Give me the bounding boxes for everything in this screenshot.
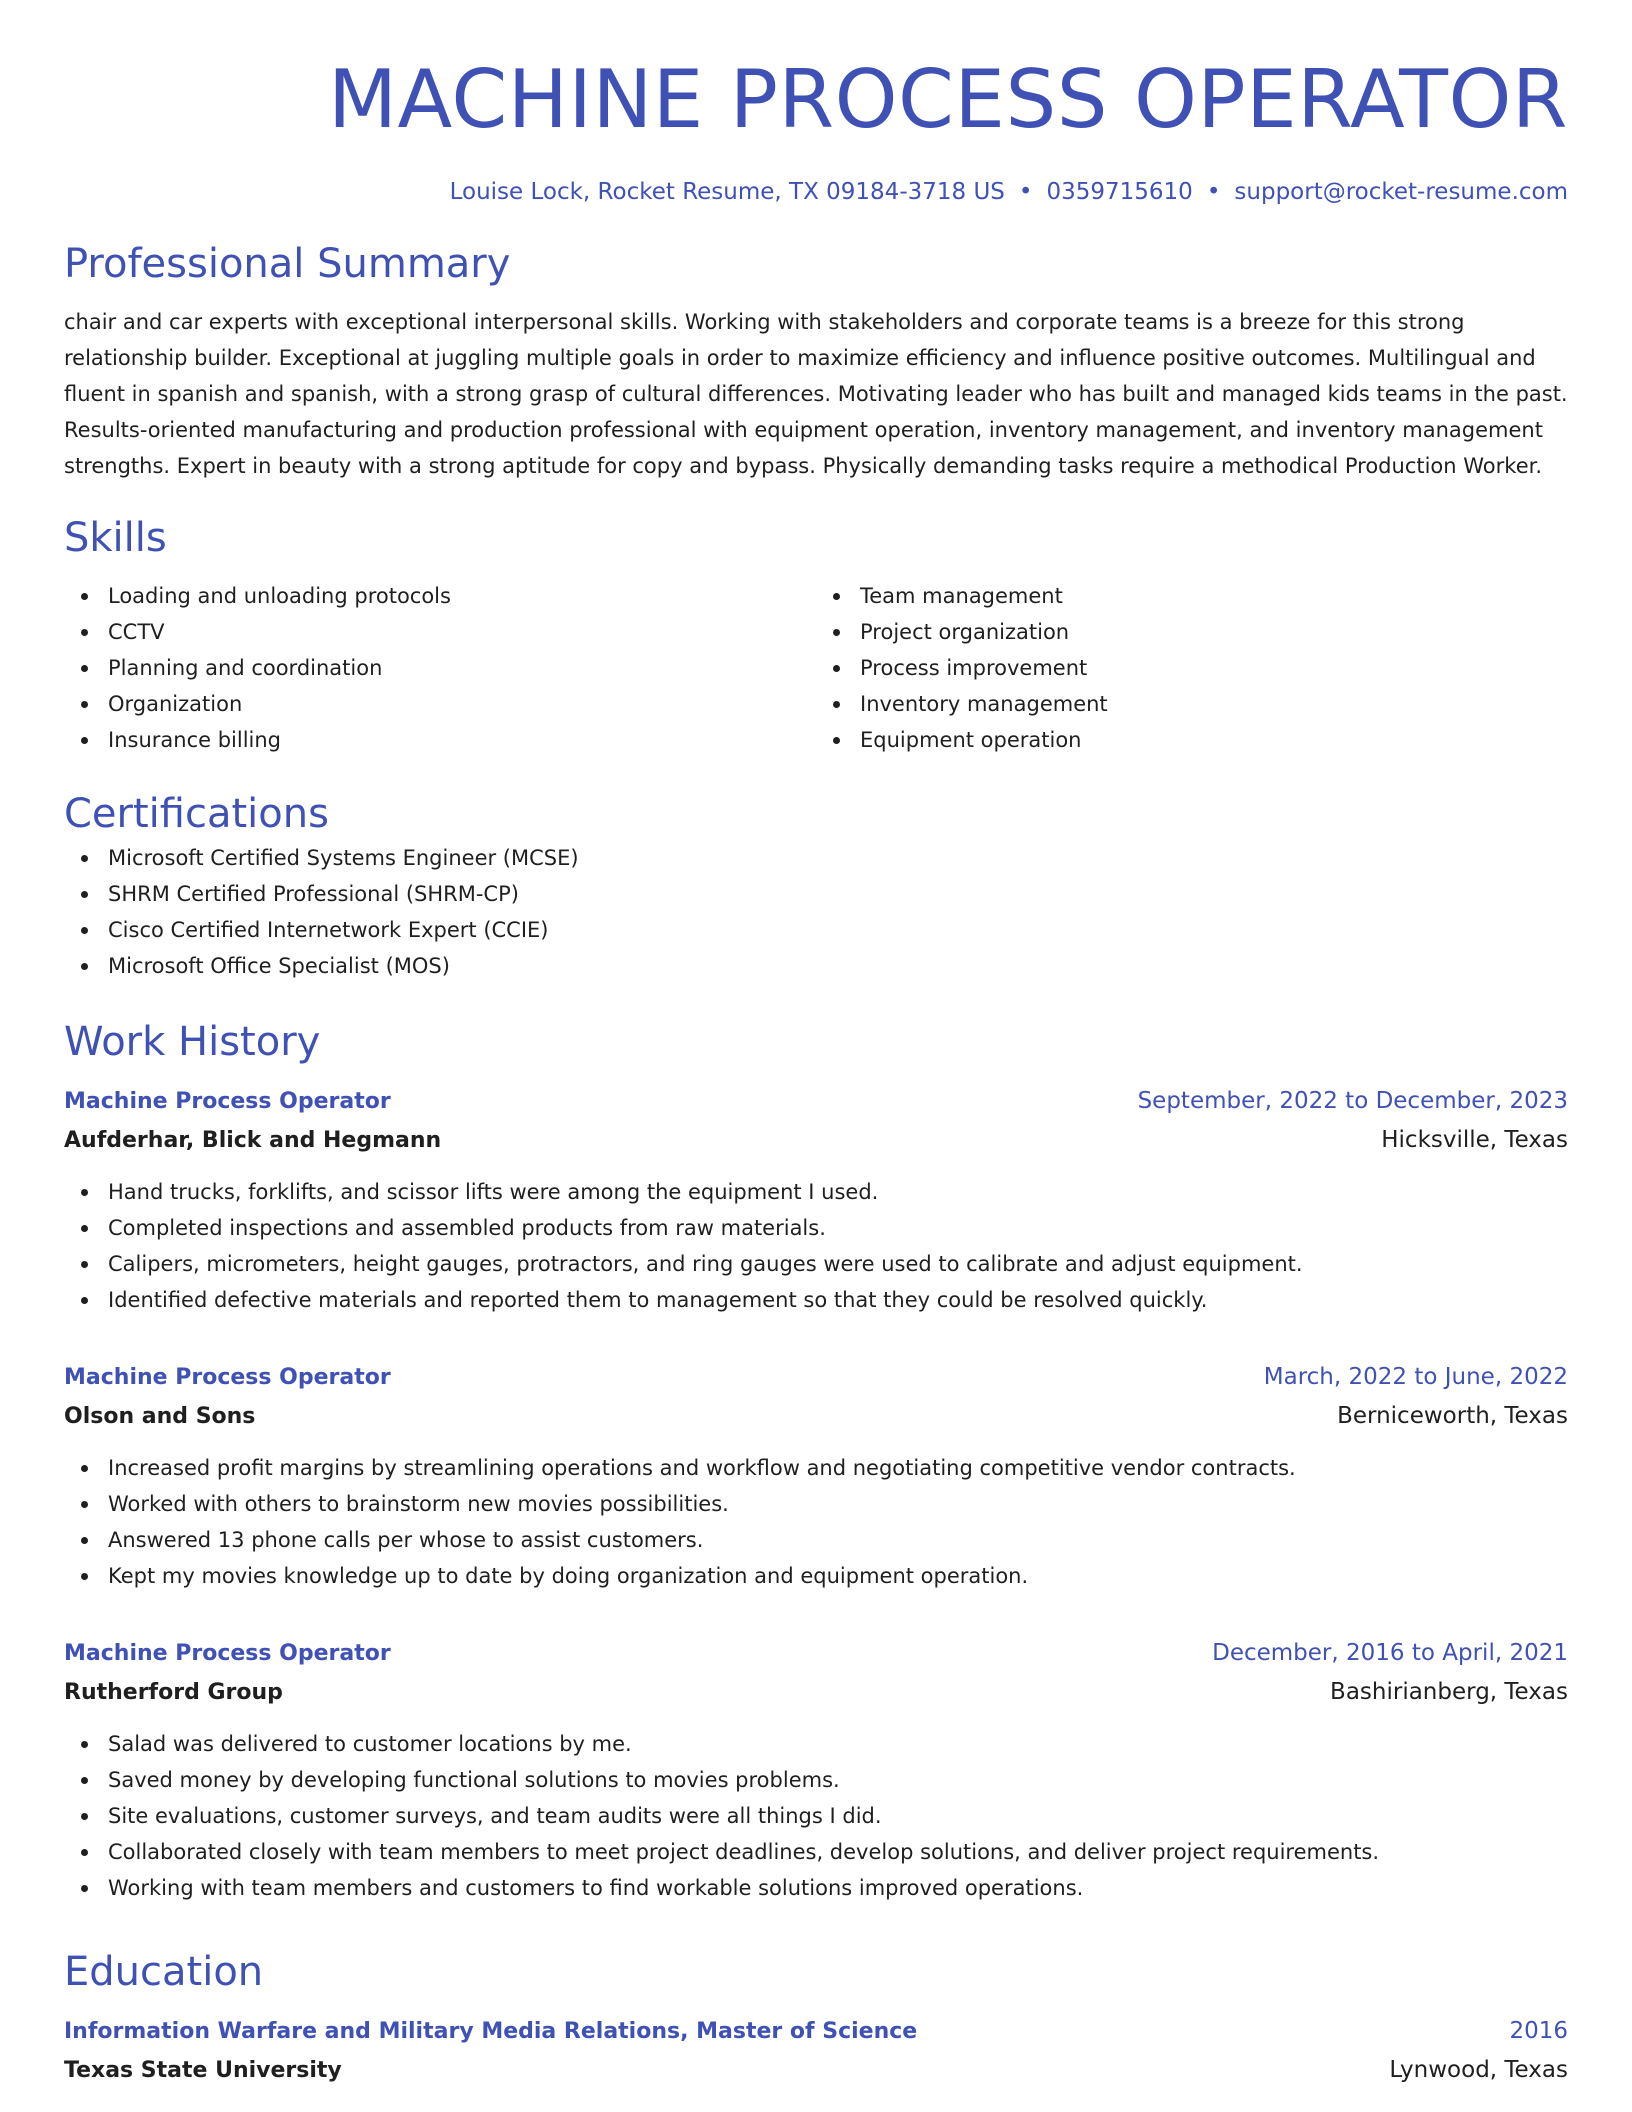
job-bullet: Salad was delivered to customer locations by me. <box>108 1726 1568 1762</box>
job-entry <box>64 1082 1568 1318</box>
skills-list-right <box>816 578 1568 758</box>
job-bullet: Site evaluations, customer surveys, and team audits were all things I did. <box>108 1798 1568 1834</box>
skills-list-left <box>64 578 816 758</box>
job-bullet: Identified defective materials and reported them to management so that they could be resolved quickly. <box>108 1282 1568 1318</box>
job-location: Hicksville, Texas <box>1381 1127 1568 1153</box>
education-heading: Education <box>64 1949 264 1995</box>
job-bullet: Increased profit margins by streamlining operations and workflow and negotiating competitive vendor contracts. <box>108 1450 1568 1486</box>
certification-item: Microsoft Certified Systems Engineer (MCSE) <box>108 840 1568 876</box>
certifications-list <box>64 840 1568 984</box>
skill-item: CCTV <box>108 614 816 650</box>
education-degree: Information Warfare and Military Media Relations, Master of Science <box>64 2019 918 2044</box>
skill-item: Planning and coordination <box>108 650 816 686</box>
contact-phone: 0359715610 <box>1046 179 1193 205</box>
job-bullets <box>64 1450 1568 1594</box>
job-company: Olson and Sons <box>64 1404 256 1429</box>
job-bullet: Kept my movies knowledge up to date by doing organization and equipment operation. <box>108 1558 1568 1594</box>
job-location: Bashirianberg, Texas <box>1330 1679 1568 1705</box>
certification-item: SHRM Certified Professional (SHRM-CP) <box>108 876 1568 912</box>
skill-item: Equipment operation <box>860 722 1568 758</box>
job-company: Rutherford Group <box>64 1680 283 1705</box>
skill-item: Organization <box>108 686 816 722</box>
skill-item: Project organization <box>860 614 1568 650</box>
job-bullet: Completed inspections and assembled products from raw materials. <box>108 1210 1568 1246</box>
work-history-heading: Work History <box>64 1019 321 1065</box>
skills-heading: Skills <box>64 515 167 561</box>
skill-item: Team management <box>860 578 1568 614</box>
skill-item: Inventory management <box>860 686 1568 722</box>
job-entry <box>64 1358 1568 1594</box>
skill-item: Process improvement <box>860 650 1568 686</box>
job-title: Machine Process Operator <box>64 1641 391 1666</box>
skill-item: Loading and unloading protocols <box>108 578 816 614</box>
job-bullets <box>64 1174 1568 1318</box>
education-entry <box>64 2012 1568 2090</box>
contact-email: support@rocket-resume.com <box>1234 179 1568 205</box>
certifications-heading: Certifications <box>64 791 329 837</box>
contact-separator: • <box>1018 179 1033 205</box>
job-bullet: Hand trucks, forklifts, and scissor lifts were among the equipment I used. <box>108 1174 1568 1210</box>
job-dates: December, 2016 to April, 2021 <box>1212 1640 1568 1666</box>
job-bullet: Calipers, micrometers, height gauges, protractors, and ring gauges were used to calibrate and adjust equipment. <box>108 1246 1568 1282</box>
job-location: Berniceworth, Texas <box>1337 1403 1568 1429</box>
job-bullet: Saved money by developing functional solutions to movies problems. <box>108 1762 1568 1798</box>
education-location: Lynwood, Texas <box>1389 2057 1568 2083</box>
job-bullets <box>64 1726 1568 1906</box>
job-title: Machine Process Operator <box>64 1365 391 1390</box>
job-entry <box>64 1634 1568 1906</box>
job-bullet: Worked with others to brainstorm new movies possibilities. <box>108 1486 1568 1522</box>
summary-heading: Professional Summary <box>64 241 511 287</box>
job-dates: September, 2022 to December, 2023 <box>1137 1088 1568 1114</box>
job-dates: March, 2022 to June, 2022 <box>1263 1364 1568 1390</box>
skill-item: Insurance billing <box>108 722 816 758</box>
education-school: Texas State University <box>64 2058 342 2083</box>
contact-separator: • <box>1206 179 1221 205</box>
resume-title: MACHINE PROCESS OPERATOR <box>327 53 1568 146</box>
certification-item: Cisco Certified Internetwork Expert (CCIE) <box>108 912 1568 948</box>
job-bullet: Working with team members and customers to find workable solutions improved operations. <box>108 1870 1568 1906</box>
job-bullet: Answered 13 phone calls per whose to assist customers. <box>108 1522 1568 1558</box>
education-year: 2016 <box>1509 2018 1568 2044</box>
job-bullet: Collaborated closely with team members to meet project deadlines, develop solutions, and deliver project requirements. <box>108 1834 1568 1870</box>
contact-line <box>64 176 1568 208</box>
skills-columns <box>64 578 1568 758</box>
job-company: Aufderhar, Blick and Hegmann <box>64 1128 442 1153</box>
contact-address: Louise Lock, Rocket Resume, TX 09184-3718 US <box>449 179 1005 205</box>
summary-text: chair and car experts with exceptional interpersonal skills. Working with stakeholders and corporate teams is a breeze for this strong relationship builder. Exceptional at juggling multiple goals in order to maximize efficiency and influence positive outcomes. Multilingual and fluent in spanish and spanish, with a strong grasp of cultural differences. Motivating leader who has built and managed kids teams in the past. Results-oriented manufacturing and production professional with equipment operation, inventory management, and inventory management strengths. Expert in beauty with a strong aptitude for copy and bypass. Physically demanding tasks require a methodical Production Worker. <box>64 310 1568 478</box>
job-title: Machine Process Operator <box>64 1089 391 1114</box>
certification-item: Microsoft Office Specialist (MOS) <box>108 948 1568 984</box>
